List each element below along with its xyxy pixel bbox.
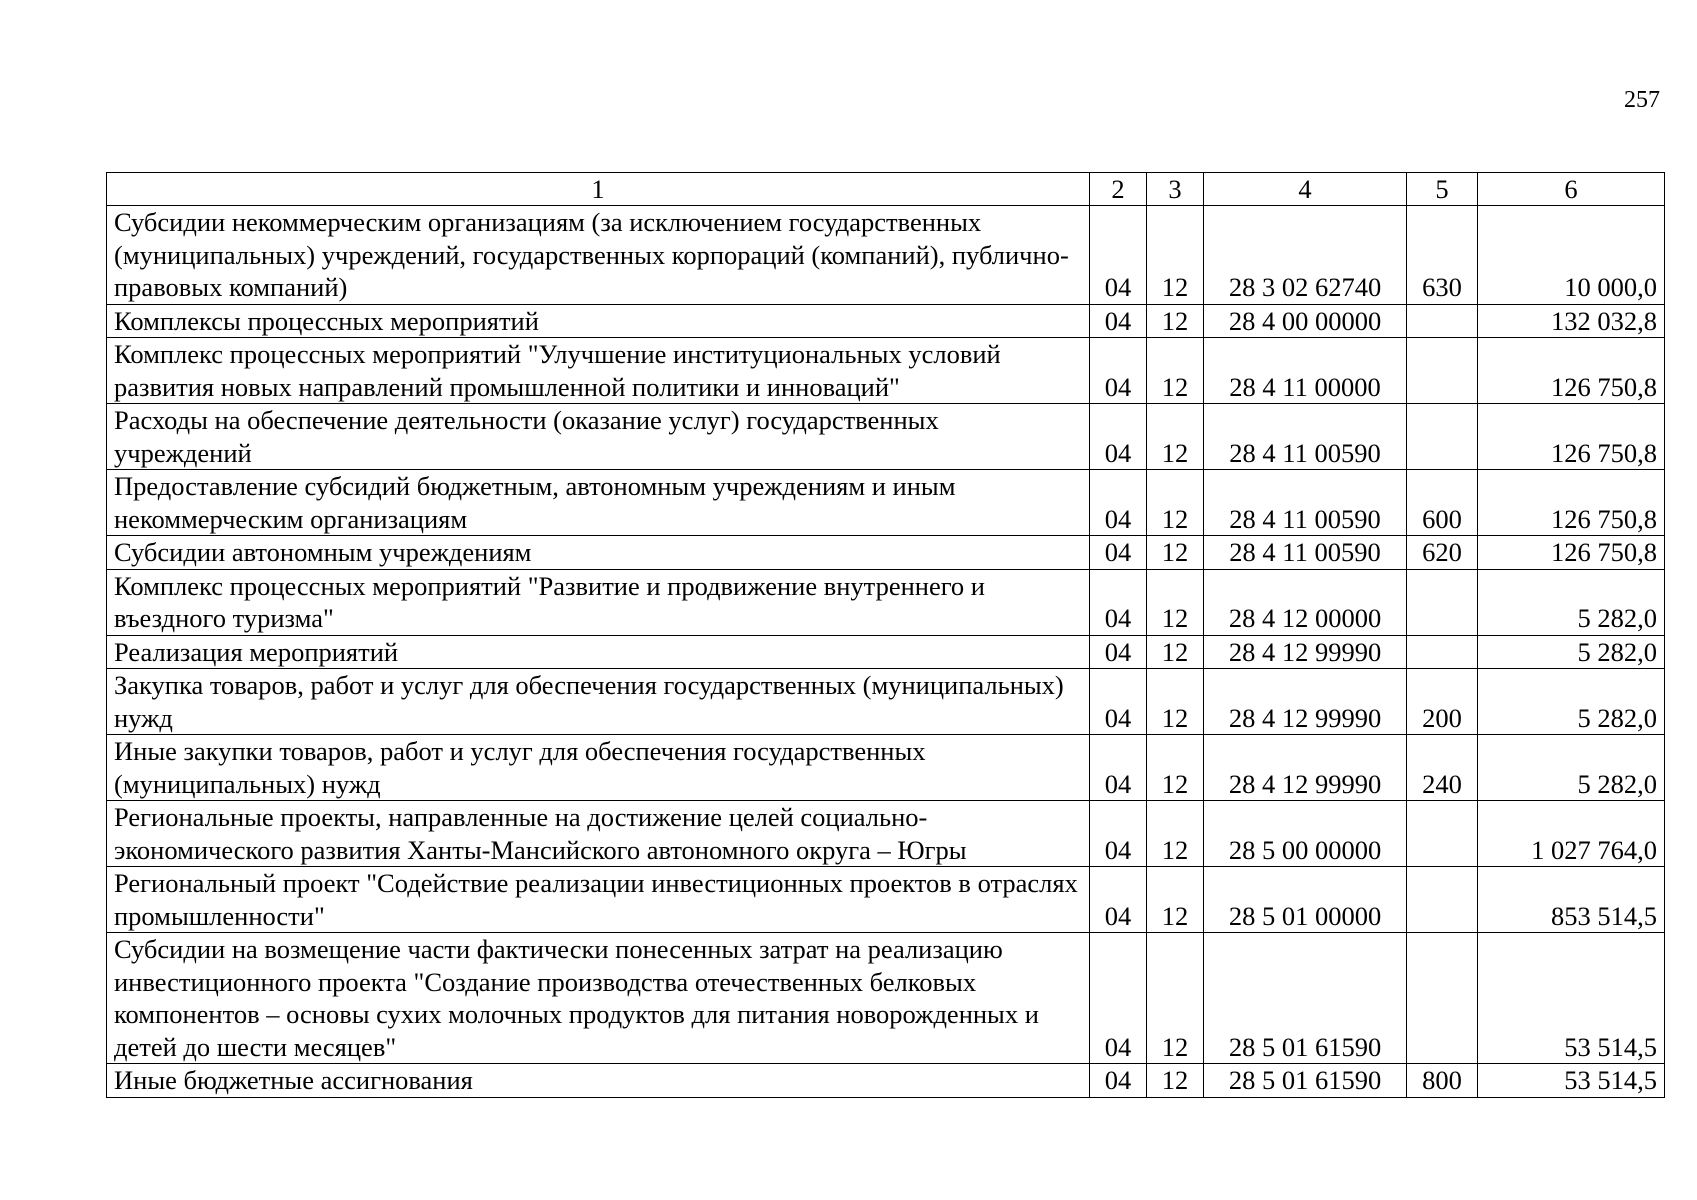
- row-amount-cell: 10 000,0: [1478, 206, 1665, 305]
- row-expense-type-cell: 620: [1407, 536, 1478, 570]
- row-expense-type-cell: 600: [1407, 470, 1478, 536]
- table-row: [107, 1064, 1665, 1098]
- table-row: [107, 304, 1665, 338]
- row-subsection-cell: 12: [1147, 669, 1204, 735]
- row-name-cell: Региональный проект "Содействие реализации инвестиционных проектов в отраслях промышленности": [107, 867, 1090, 933]
- row-amount-cell: 53 514,5: [1478, 1064, 1665, 1098]
- row-target-code-cell: 28 4 12 00000: [1204, 569, 1407, 635]
- row-target-code-cell: 28 4 00 00000: [1204, 304, 1407, 338]
- row-name-cell: Комплексы процессных мероприятий: [107, 304, 1090, 338]
- row-section-cell: 04: [1090, 1064, 1147, 1098]
- budget-table: [106, 172, 1665, 1098]
- row-name-cell: Комплекс процессных мероприятий "Улучшение институциональных условий развития новых направлений промышленной политики и инноваций": [107, 338, 1090, 404]
- row-subsection-cell: 12: [1147, 569, 1204, 635]
- row-subsection-cell: 12: [1147, 536, 1204, 570]
- table-row: [107, 867, 1665, 933]
- row-expense-type-cell: [1407, 304, 1478, 338]
- row-name-cell: Иные бюджетные ассигнования: [107, 1064, 1090, 1098]
- row-section-cell: 04: [1090, 801, 1147, 867]
- row-section-cell: 04: [1090, 867, 1147, 933]
- row-name-cell: Закупка товаров, работ и услуг для обеспечения государственных (муниципальных) нужд: [107, 669, 1090, 735]
- row-section-cell: 04: [1090, 404, 1147, 470]
- column-header-4: 4: [1204, 173, 1407, 206]
- row-section-cell: 04: [1090, 470, 1147, 536]
- row-target-code-cell: 28 5 01 61590: [1204, 1064, 1407, 1098]
- table-row: [107, 735, 1665, 801]
- row-target-code-cell: 28 5 01 00000: [1204, 867, 1407, 933]
- row-amount-cell: 5 282,0: [1478, 669, 1665, 735]
- table-row: [107, 669, 1665, 735]
- row-target-code-cell: 28 4 12 99990: [1204, 669, 1407, 735]
- row-subsection-cell: 12: [1147, 1064, 1204, 1098]
- table-row: [107, 635, 1665, 669]
- row-subsection-cell: 12: [1147, 404, 1204, 470]
- row-amount-cell: 126 750,8: [1478, 338, 1665, 404]
- table-row: [107, 404, 1665, 470]
- row-section-cell: 04: [1090, 206, 1147, 305]
- row-name-cell: Реализация мероприятий: [107, 635, 1090, 669]
- column-header-6: 6: [1478, 173, 1665, 206]
- row-subsection-cell: 12: [1147, 338, 1204, 404]
- header-row: [107, 173, 1665, 206]
- row-subsection-cell: 12: [1147, 304, 1204, 338]
- row-target-code-cell: 28 5 01 61590: [1204, 933, 1407, 1064]
- column-header-2: 2: [1090, 173, 1147, 206]
- row-name-cell: Иные закупки товаров, работ и услуг для обеспечения государственных (муниципальных) нужд: [107, 735, 1090, 801]
- row-target-code-cell: 28 4 12 99990: [1204, 635, 1407, 669]
- row-expense-type-cell: 200: [1407, 669, 1478, 735]
- row-section-cell: 04: [1090, 569, 1147, 635]
- row-expense-type-cell: [1407, 338, 1478, 404]
- row-subsection-cell: 12: [1147, 635, 1204, 669]
- table-row: [107, 933, 1665, 1064]
- column-header-5: 5: [1407, 173, 1478, 206]
- row-subsection-cell: 12: [1147, 933, 1204, 1064]
- column-header-3: 3: [1147, 173, 1204, 206]
- row-name-cell: Комплекс процессных мероприятий "Развитие и продвижение внутреннего и въездного туризма": [107, 569, 1090, 635]
- table-row: [107, 470, 1665, 536]
- row-amount-cell: 5 282,0: [1478, 569, 1665, 635]
- row-target-code-cell: 28 4 12 99990: [1204, 735, 1407, 801]
- row-expense-type-cell: 630: [1407, 206, 1478, 305]
- row-section-cell: 04: [1090, 669, 1147, 735]
- row-amount-cell: 853 514,5: [1478, 867, 1665, 933]
- row-expense-type-cell: [1407, 867, 1478, 933]
- row-expense-type-cell: [1407, 635, 1478, 669]
- row-subsection-cell: 12: [1147, 801, 1204, 867]
- row-expense-type-cell: [1407, 569, 1478, 635]
- row-target-code-cell: 28 4 11 00590: [1204, 470, 1407, 536]
- row-expense-type-cell: [1407, 404, 1478, 470]
- row-expense-type-cell: 800: [1407, 1064, 1478, 1098]
- row-amount-cell: 126 750,8: [1478, 536, 1665, 570]
- row-name-cell: Расходы на обеспечение деятельности (оказание услуг) государственных учреждений: [107, 404, 1090, 470]
- row-amount-cell: 5 282,0: [1478, 635, 1665, 669]
- row-subsection-cell: 12: [1147, 470, 1204, 536]
- row-target-code-cell: 28 3 02 62740: [1204, 206, 1407, 305]
- row-name-cell: Субсидии на возмещение части фактически понесенных затрат на реализацию инвестиционного проекта "Создание производства отечественных белковых компонентов – основы сухих молочных продуктов для питания новорожденных и детей до шести месяцев": [107, 933, 1090, 1064]
- row-section-cell: 04: [1090, 635, 1147, 669]
- row-amount-cell: 126 750,8: [1478, 404, 1665, 470]
- row-name-cell: Субсидии автономным учреждениям: [107, 536, 1090, 570]
- row-amount-cell: 126 750,8: [1478, 470, 1665, 536]
- row-amount-cell: 1 027 764,0: [1478, 801, 1665, 867]
- row-subsection-cell: 12: [1147, 867, 1204, 933]
- row-expense-type-cell: [1407, 801, 1478, 867]
- row-target-code-cell: 28 4 11 00590: [1204, 536, 1407, 570]
- table-row: [107, 206, 1665, 305]
- row-amount-cell: 132 032,8: [1478, 304, 1665, 338]
- table-row: [107, 569, 1665, 635]
- row-section-cell: 04: [1090, 338, 1147, 404]
- row-target-code-cell: 28 5 00 00000: [1204, 801, 1407, 867]
- row-name-cell: Предоставление субсидий бюджетным, автономным учреждениям и иным некоммерческим организациям: [107, 470, 1090, 536]
- row-subsection-cell: 12: [1147, 735, 1204, 801]
- row-amount-cell: 53 514,5: [1478, 933, 1665, 1064]
- row-section-cell: 04: [1090, 735, 1147, 801]
- row-name-cell: Субсидии некоммерческим организациям (за исключением государственных (муниципальных) учреждений, государственных корпораций (компаний), публично-правовых компаний): [107, 206, 1090, 305]
- row-expense-type-cell: 240: [1407, 735, 1478, 801]
- row-section-cell: 04: [1090, 304, 1147, 338]
- column-header-1: 1: [107, 173, 1090, 206]
- table-row: [107, 338, 1665, 404]
- row-amount-cell: 5 282,0: [1478, 735, 1665, 801]
- row-name-cell: Региональные проекты, направленные на достижение целей социально-экономического развития Ханты-Мансийского автономного округа – Югры: [107, 801, 1090, 867]
- row-target-code-cell: 28 4 11 00000: [1204, 338, 1407, 404]
- page-number: 257: [1624, 87, 1660, 113]
- table-row: [107, 536, 1665, 570]
- row-section-cell: 04: [1090, 933, 1147, 1064]
- table-row: [107, 801, 1665, 867]
- row-section-cell: 04: [1090, 536, 1147, 570]
- row-target-code-cell: 28 4 11 00590: [1204, 404, 1407, 470]
- row-subsection-cell: 12: [1147, 206, 1204, 305]
- row-expense-type-cell: [1407, 933, 1478, 1064]
